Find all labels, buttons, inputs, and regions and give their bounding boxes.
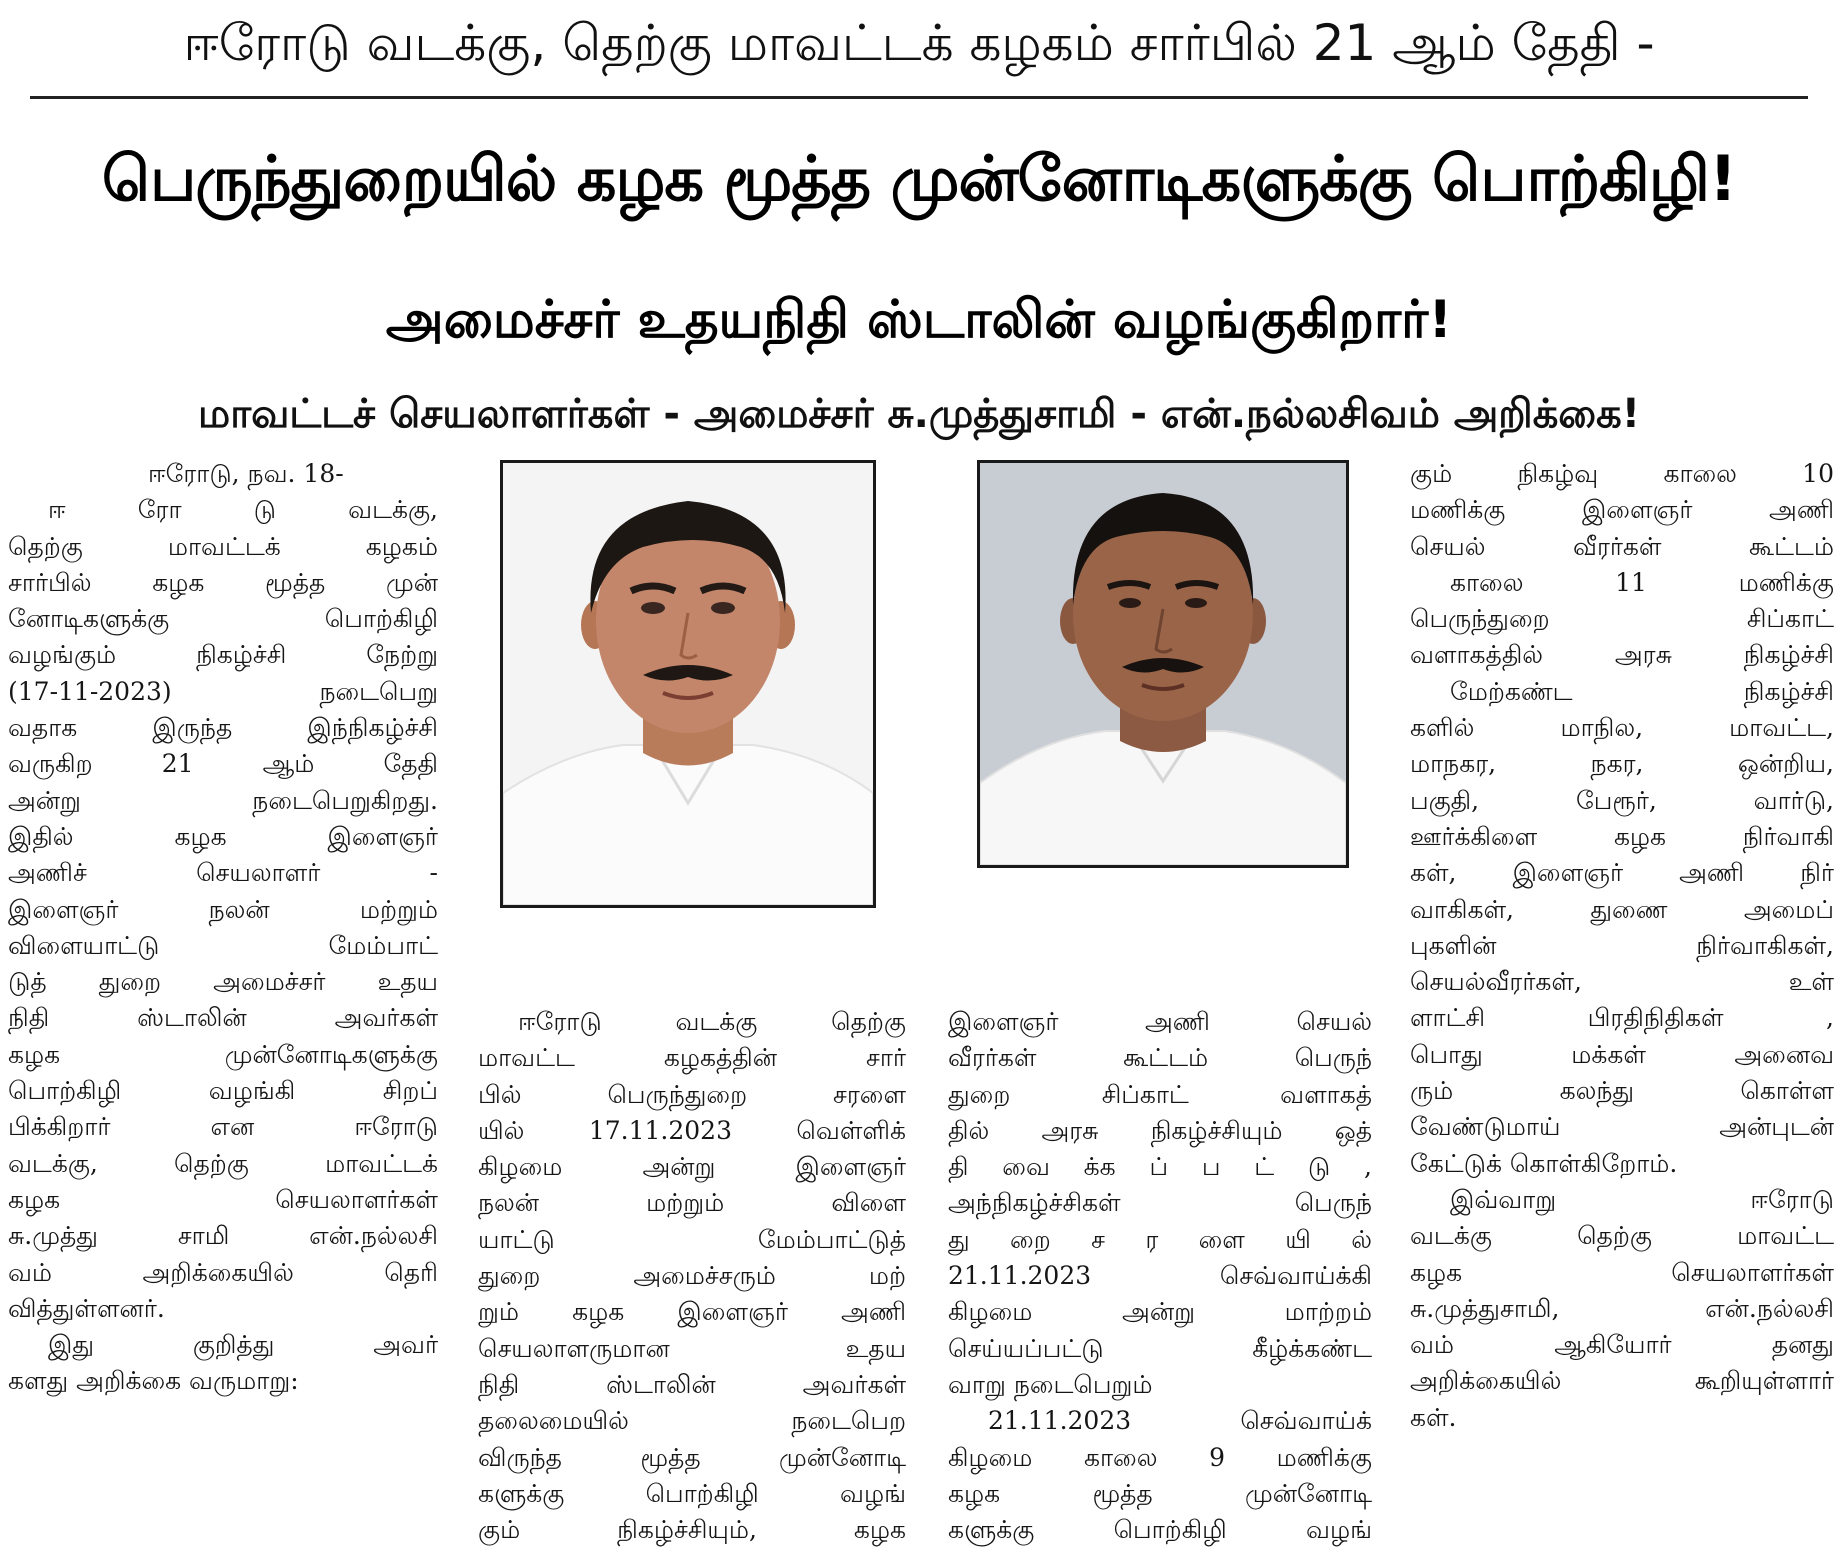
body-line: (17-11-2023) நடைபெறு: [8, 676, 438, 706]
body-line: இவ்வாறு ஈரோடு: [1450, 1184, 1834, 1214]
body-line: வித்துள்ளனர்.: [8, 1293, 165, 1323]
portrait-left-image: [503, 463, 873, 905]
body-line: தலைமையில் நடைபெற: [478, 1406, 906, 1436]
body-line: பொற்கிழி வழங்கி சிறப்: [8, 1076, 438, 1106]
body-line: தில் அரசு நிகழ்ச்சியும் ஒத்: [948, 1115, 1372, 1145]
dateline: ஈரோடு, நவ. 18-: [148, 459, 344, 488]
body-line: னோடிகளுக்கு பொற்கிழி: [8, 604, 438, 634]
body-line: டுத் துறை அமைச்சர் உதய: [8, 967, 438, 997]
body-line: களது அறிக்கை வருமாறு:: [8, 1366, 299, 1396]
body-line: அறிக்கையில் கூறியுள்ளார்: [1410, 1366, 1834, 1396]
body-line: கழக செயலாளர்கள்: [1410, 1257, 1834, 1287]
byline-headline: மாவட்டச் செயலாளர்கள் - அமைச்சர் சு.முத்துசாமி - என்.நல்லசிவம் அறிக்கை!: [198, 390, 1640, 437]
body-line: சு.முத்துசாமி, என்.நல்லசி: [1410, 1293, 1834, 1323]
body-line: மேற்கண்ட நிகழ்ச்சி: [1450, 676, 1834, 706]
body-line: பகுதி, பேரூர், வார்டு,: [1410, 785, 1834, 815]
subheadline: அமைச்சர் உதயநிதி ஸ்டாலின் வழங்குகிறார்!: [385, 289, 1453, 350]
portrait-photo-right: [977, 460, 1349, 868]
kicker-headline: ஈரோடு வடக்கு, தெற்கு மாவட்டக் கழகம் சார்பில் 21 ஆம் தேதி -: [183, 13, 1655, 72]
body-line: நிதி ஸ்டாலின் அவர்கள்: [8, 1003, 438, 1033]
body-line: வீரர்கள் கூட்டம் பெருந்: [948, 1043, 1372, 1073]
body-line: கேட்டுக் கொள்கிறோம்.: [1410, 1148, 1678, 1178]
body-line: பிக்கிறார் என ஈரோடு: [8, 1112, 438, 1142]
body-line: துறை அமைச்சரும் மற்: [478, 1261, 906, 1291]
body-line: துறை சிப்காட் வளாகத்: [948, 1079, 1372, 1109]
body-line: களுக்கு பொற்கிழி வழங்: [478, 1478, 906, 1508]
body-line: கள், இளைஞர் அணி நிர்: [1410, 858, 1834, 888]
body-line: செயலாளருமான உதய: [478, 1333, 906, 1363]
body-line: கிழமை அன்று இளைஞர்: [478, 1152, 906, 1182]
body-line: ரும் கலந்து கொள்ள: [1410, 1076, 1834, 1106]
body-line: கும் நிகழ்ச்சியும், கழக: [478, 1515, 906, 1545]
body-line: யில் 17.11.2023 வெள்ளிக்: [478, 1115, 906, 1145]
body-line: வளாகத்தில் அரசு நிகழ்ச்சி: [1410, 640, 1834, 670]
portrait-photo-left: [500, 460, 876, 908]
body-line: வடக்கு, தெற்கு மாவட்டக்: [8, 1148, 438, 1178]
body-line: 21.11.2023 செவ்வாய்க்: [988, 1406, 1372, 1436]
header-rule: [30, 96, 1808, 99]
body-line: இதில் கழக இளைஞர்: [8, 821, 438, 851]
body-line: யாட்டு மேம்பாட்டுத்: [478, 1224, 906, 1254]
body-line: விருந்த மூத்த முன்னோடி: [478, 1442, 906, 1472]
body-line: தெற்கு மாவட்டக் கழகம்: [8, 531, 438, 561]
body-line: பொது மக்கள் அனைவ: [1410, 1039, 1834, 1069]
body-line: கிழமை அன்று மாற்றம்: [948, 1297, 1372, 1327]
body-line: கழக செயலாளர்கள்: [8, 1184, 438, 1214]
body-line: சு.முத்து சாமி என்.நல்லசி: [8, 1221, 438, 1251]
body-line: ஊர்க்கிளை கழக நிர்வாகி: [1410, 821, 1834, 851]
body-line: வதாக இருந்த இந்நிகழ்ச்சி: [8, 713, 438, 743]
body-line: செயல் வீரர்கள் கூட்டம்: [1410, 531, 1834, 561]
body-line: இளைஞர் அணி செயல்: [948, 1007, 1372, 1036]
body-line: கழக மூத்த முன்னோடி: [948, 1478, 1372, 1508]
body-line: புகளின் நிர்வாகிகள்,: [1410, 930, 1834, 960]
body-line: மாவட்ட கழகத்தின் சார்: [478, 1043, 906, 1073]
portrait-right-image: [980, 463, 1346, 865]
body-line: ஈரோடு வடக்கு தெற்கு: [518, 1007, 906, 1036]
body-line: து றை ச ர ளை யி ல்: [948, 1224, 1372, 1254]
body-line: அன்று நடைபெறுகிறது.: [8, 785, 438, 815]
body-line: பில் பெருந்துறை சரளை: [478, 1079, 906, 1109]
body-line: வழங்கும் நிகழ்ச்சி நேற்று: [8, 640, 438, 670]
body-line: தி வை க்க ப் ப ட் டு ,: [948, 1152, 1372, 1182]
body-line: வருகிற 21 ஆம் தேதி: [8, 749, 438, 779]
body-line: பெருந்துறை சிப்காட்: [1410, 604, 1834, 634]
body-line: வம் ஆகியோர் தனது: [1410, 1330, 1834, 1360]
body-line: 21.11.2023 செவ்வாய்க்கி: [948, 1261, 1372, 1291]
body-line: கள்.: [1410, 1402, 1457, 1432]
body-line: றும் கழக இளைஞர் அணி: [478, 1297, 906, 1327]
body-line: மணிக்கு இளைஞர் அணி: [1410, 495, 1834, 525]
body-line: அந்நிகழ்ச்சிகள் பெருந்: [948, 1188, 1372, 1218]
body-line: இளைஞர் நலன் மற்றும்: [8, 894, 438, 924]
body-line: அணிச் செயலாளர் -: [8, 858, 438, 888]
body-line: நிதி ஸ்டாலின் அவர்கள்: [478, 1369, 906, 1399]
body-line: வம் அறிக்கையில் தெரி: [8, 1257, 438, 1287]
body-line: செய்யப்பட்டு கீழ்க்கண்ட: [948, 1333, 1372, 1363]
article-column-2: [478, 1004, 906, 1548]
body-line: கிழமை காலை 9 மணிக்கு: [948, 1442, 1372, 1472]
body-line: இது குறித்து அவர்: [48, 1330, 438, 1360]
body-line: செயல்வீரர்கள், உள்: [1410, 967, 1834, 997]
body-line: மாநகர, நகர, ஒன்றிய,: [1410, 749, 1834, 779]
body-line: காலை 11 மணிக்கு: [1450, 567, 1834, 597]
article-column-4: [1410, 456, 1834, 1436]
body-line: வாகிகள், துணை அமைப்: [1410, 894, 1834, 924]
body-line: ஈ ரோ டு வடக்கு,: [48, 495, 438, 525]
body-line: சார்பில் கழக மூத்த முன்: [8, 567, 438, 597]
body-line: வாறு நடைபெறும்: [948, 1369, 1153, 1399]
body-line: விளையாட்டு மேம்பாட்: [8, 930, 438, 960]
body-line: கழக முன்னோடிகளுக்கு: [8, 1039, 438, 1069]
body-line: ளாட்சி பிரதிநிதிகள் ,: [1410, 1003, 1834, 1033]
body-line: வேண்டுமாய் அன்புடன்: [1410, 1112, 1834, 1142]
article-column-3: [948, 1004, 1372, 1548]
main-headline: பெருந்துறையில் கழக மூத்த முன்னோடிகளுக்கு பொற்கிழி!: [101, 141, 1737, 215]
article-column-1: [8, 456, 438, 1400]
body-line: களுக்கு பொற்கிழி வழங்: [948, 1515, 1372, 1545]
body-line: கும் நிகழ்வு காலை 10: [1410, 459, 1834, 488]
body-line: களில் மாநில, மாவட்ட,: [1410, 713, 1834, 743]
body-line: நலன் மற்றும் விளை: [478, 1188, 906, 1218]
body-line: வடக்கு தெற்கு மாவட்ட: [1410, 1221, 1834, 1251]
